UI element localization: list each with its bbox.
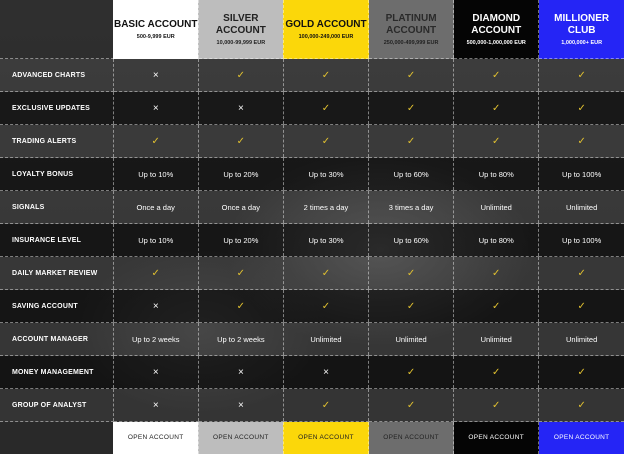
feature-cell [369,323,454,356]
feature-cell [454,158,539,191]
feature-cell [113,257,198,290]
feature-cell [283,92,368,125]
feature-value: Up to 10% [138,169,174,179]
plan-range: 10,000-99,999 EUR [216,39,266,46]
feature-cell [454,92,539,125]
feature-cell [454,389,539,422]
check-icon: ✓ [236,69,246,81]
check-icon: ✓ [236,267,246,279]
feature-cell [113,356,198,389]
cross-icon: × [237,399,244,411]
feature-cell [454,290,539,323]
check-icon: ✓ [406,102,416,114]
feature-cell [198,356,283,389]
check-icon: ✓ [577,135,586,147]
check-icon: ✓ [406,69,416,81]
feature-value: Up to 30% [308,235,344,245]
plan-header-diamond [454,0,539,59]
check-icon: ✓ [577,366,586,378]
check-icon: ✓ [236,300,246,312]
feature-cell [113,389,198,422]
cross-icon: × [237,366,244,378]
check-icon: ✓ [321,69,331,81]
feature-value: Up to 100% [562,169,602,179]
open-account-millioner-button[interactable]: OPEN ACCOUNT [553,434,610,441]
feature-cell [539,356,624,389]
feature-cell [198,389,283,422]
plan-header-row [0,0,624,59]
feature-cell [369,290,454,323]
check-icon: ✓ [406,135,416,147]
feature-row [0,92,624,125]
plan-range: 1,000,000+ EUR [561,39,603,46]
open-account-diamond-button[interactable]: OPEN ACCOUNT [468,434,525,441]
open-account-silver-cell [198,422,283,454]
feature-label: LOYALTY BONUS [0,158,113,191]
check-icon: ✓ [492,399,501,411]
feature-cell [198,323,283,356]
plan-range: 500,000-1,000,000 EUR [466,39,526,46]
check-icon: ✓ [406,300,416,312]
feature-cell [283,290,368,323]
open-account-millioner-cell [539,422,624,454]
feature-row [0,158,624,191]
feature-cell [283,125,368,158]
feature-row [0,389,624,422]
check-icon: ✓ [406,366,416,378]
feature-value: Once a day [221,202,261,212]
feature-cell [113,224,198,257]
open-account-basic-button[interactable]: OPEN ACCOUNT [127,434,184,441]
feature-label: EXCLUSIVE UPDATES [0,92,113,125]
feature-cell [539,158,624,191]
plan-header-silver [198,0,283,59]
feature-cell [113,92,198,125]
feature-value: Up to 60% [393,235,429,245]
header-corner [0,0,113,59]
open-account-row [0,422,624,454]
cross-icon: × [237,102,244,114]
check-icon: ✓ [321,399,331,411]
feature-cell [369,224,454,257]
feature-value: Once a day [136,202,175,212]
feature-cell [539,257,624,290]
feature-cell [283,257,368,290]
open-account-gold-button[interactable]: OPEN ACCOUNT [298,434,354,441]
feature-cell [369,125,454,158]
check-icon: ✓ [577,102,586,114]
feature-cell [283,389,368,422]
footer-corner [0,422,113,454]
check-icon: ✓ [406,267,416,279]
plan-name: GOLD ACCOUNT [285,18,367,30]
feature-row [0,290,624,323]
feature-label: DAILY MARKET REVIEW [0,257,113,290]
feature-label: GROUP OF ANALYST [0,389,113,422]
feature-cell [283,191,368,224]
plan-header-gold [283,0,368,59]
feature-cell [198,92,283,125]
feature-cell [454,59,539,92]
check-icon: ✓ [406,399,416,411]
feature-row [0,224,624,257]
cross-icon: × [323,366,329,378]
plan-range: 250,000-499,999 EUR [383,39,439,46]
check-icon: ✓ [577,399,586,411]
feature-cell [454,191,539,224]
check-icon: ✓ [151,135,160,147]
feature-cell [283,224,368,257]
open-account-gold-cell [283,422,368,454]
check-icon: ✓ [321,102,331,114]
feature-cell [113,290,198,323]
feature-label: SAVING ACCOUNT [0,290,113,323]
feature-row [0,323,624,356]
feature-cell [454,323,539,356]
feature-cell [283,323,368,356]
check-icon: ✓ [492,102,501,114]
check-icon: ✓ [151,267,160,279]
feature-value: Unlimited [480,334,512,344]
cross-icon: × [152,399,159,411]
feature-cell [539,59,624,92]
feature-cell [283,356,368,389]
check-icon: ✓ [492,300,501,312]
feature-label: INSURANCE LEVEL [0,224,113,257]
plan-name: PLATINUM ACCOUNT [385,12,437,36]
feature-cell [369,191,454,224]
plan-name: BASIC ACCOUNT [113,18,198,30]
feature-value: Unlimited [566,202,598,212]
feature-cell [454,224,539,257]
feature-value: 3 times a day [388,202,434,212]
check-icon: ✓ [236,135,246,147]
check-icon: ✓ [492,69,501,81]
feature-row [0,257,624,290]
feature-value: Up to 20% [223,235,259,245]
open-account-basic-cell [113,422,198,454]
plan-header-millioner [539,0,624,59]
feature-row [0,59,624,92]
feature-label: ACCOUNT MANAGER [0,323,113,356]
feature-cell [539,92,624,125]
feature-cell [539,290,624,323]
feature-cell [369,389,454,422]
feature-label: MONEY MANAGEMENT [0,356,113,389]
feature-cell [198,257,283,290]
feature-cell [198,290,283,323]
feature-cell [113,59,198,92]
feature-cell [198,59,283,92]
cross-icon: × [152,366,159,378]
feature-cell [198,158,283,191]
feature-value: Up to 30% [308,169,344,179]
check-icon: ✓ [577,69,586,81]
feature-cell [369,356,454,389]
check-icon: ✓ [321,300,331,312]
feature-cell [539,389,624,422]
feature-value: Unlimited [310,334,342,344]
plan-name: SILVER ACCOUNT [215,12,266,36]
plan-header-basic [113,0,198,59]
cross-icon: × [152,69,159,81]
feature-label: ADVANCED CHARTS [0,59,113,92]
feature-cell [113,125,198,158]
feature-value: Unlimited [395,334,427,344]
feature-cell [369,59,454,92]
feature-row [0,125,624,158]
feature-cell [539,224,624,257]
feature-cell [539,125,624,158]
feature-cell [454,125,539,158]
cross-icon: × [152,300,159,312]
feature-cell [454,356,539,389]
feature-rows [0,59,624,422]
feature-cell [539,191,624,224]
plan-name: DIAMOND ACCOUNT [471,12,522,36]
feature-cell [369,158,454,191]
feature-cell [283,59,368,92]
feature-value: Up to 60% [393,169,429,179]
feature-cell [113,158,198,191]
feature-row [0,191,624,224]
feature-cell [113,191,198,224]
check-icon: ✓ [321,135,331,147]
feature-cell [369,92,454,125]
feature-cell [198,125,283,158]
check-icon: ✓ [577,267,586,279]
feature-value: Up to 2 weeks [131,334,180,344]
feature-value: Unlimited [566,334,598,344]
check-icon: ✓ [492,135,501,147]
open-account-silver-button[interactable]: OPEN ACCOUNT [213,434,269,441]
feature-value: 2 times a day [303,202,349,212]
feature-row [0,356,624,389]
feature-value: Up to 20% [223,169,259,179]
feature-cell [113,323,198,356]
check-icon: ✓ [577,300,586,312]
check-icon: ✓ [321,267,331,279]
open-account-platinum-button[interactable]: OPEN ACCOUNT [383,434,439,441]
feature-value: Up to 2 weeks [217,334,265,344]
feature-cell [198,191,283,224]
feature-cell [369,257,454,290]
feature-value: Up to 10% [138,235,174,245]
feature-cell [539,323,624,356]
check-icon: ✓ [492,267,501,279]
feature-label: TRADING ALERTS [0,125,113,158]
open-account-platinum-cell [369,422,454,454]
plan-range: 100,000-249,000 EUR [298,33,354,40]
check-icon: ✓ [492,366,501,378]
feature-label: SIGNALS [0,191,113,224]
feature-value: Up to 100% [562,235,602,245]
feature-cell [283,158,368,191]
plan-name: MILLIONER CLUB [554,12,610,36]
feature-cell [454,257,539,290]
feature-value: Up to 80% [478,169,514,179]
plan-range: 500-9,999 EUR [136,33,175,40]
open-account-diamond-cell [454,422,539,454]
cross-icon: × [152,102,159,114]
feature-cell [198,224,283,257]
plan-header-platinum [369,0,454,59]
feature-value: Up to 80% [478,235,514,245]
feature-value: Unlimited [480,202,512,212]
